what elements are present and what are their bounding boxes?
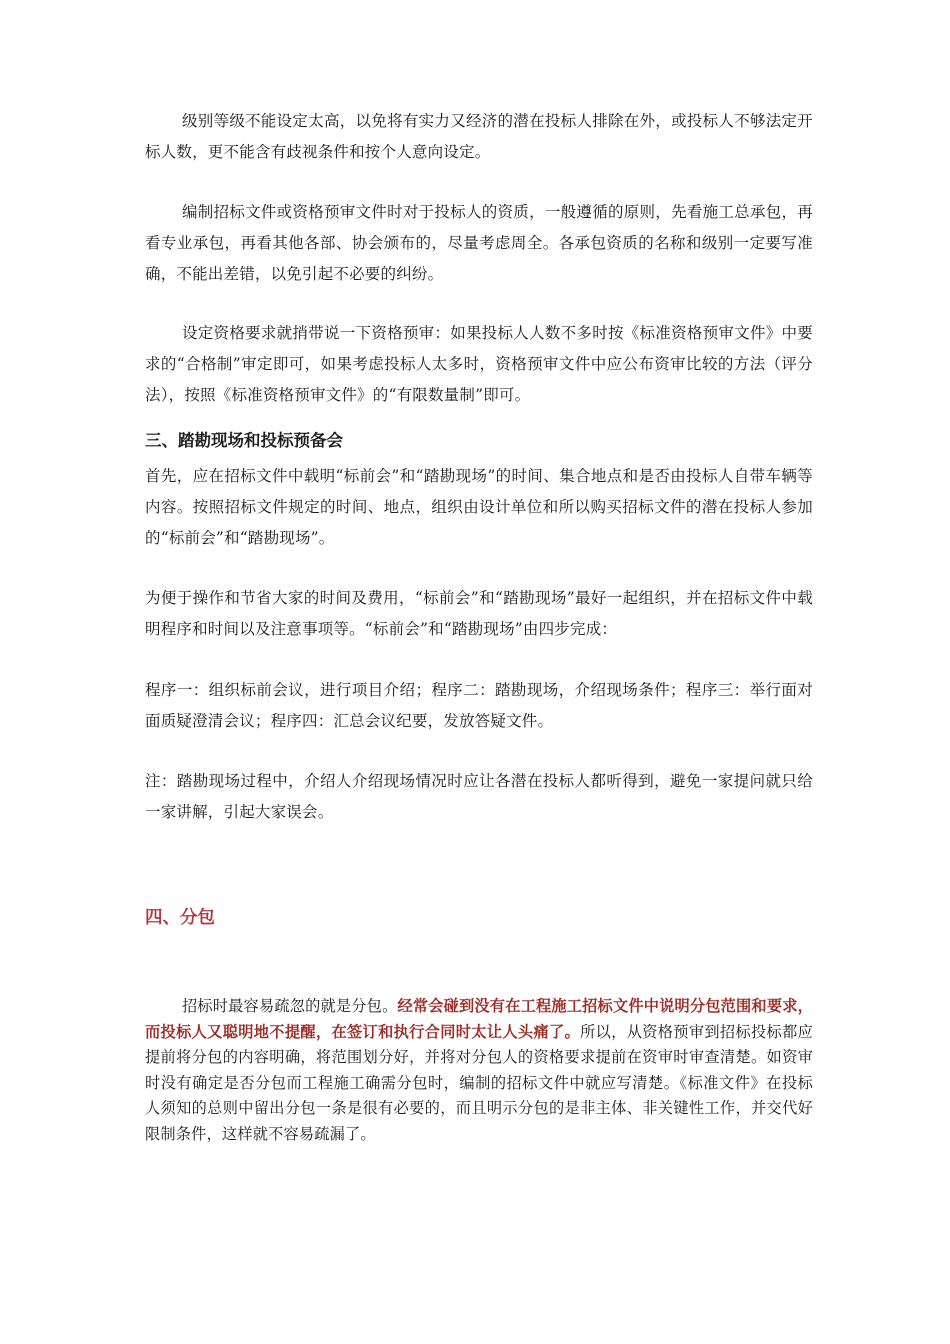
subcontracting-rest-text: 所以，从资格预审到招标投标都应提前将分包的内容明确，将范围划分好，并将对分包人的资格要求提前在资审时审查清楚。如资审时没有确定是否分包而工程施工确需分包时，编制的招标文件中就应写清楚。《标准文件》在投标人须知的总则中留出分包一条是很有必要的，而且明示分包的是非主体、非关键性工作，并交代好限制条件，这样就不容易疏漏了。 [145,1022,814,1143]
paragraph-qualification-principle: 编制招标文件或资格预审文件时对于投标人的资质，一般遵循的原则，先看施工总承包，再看专业承包，再看其他各部、协会颁布的，尽量考虑周全。各承包资质的名称和级别一定要写准确，不能出差错，以免引起不必要的纠纷。 [145,203,813,283]
paragraph-prequalification: 设定资格要求就捎带说一下资格预审：如果投标人人数不多时按《标准资格预审文件》中要求的“合格制”审定即可，如果考虑投标人太多时，资格预审文件中应公布资审比较的方法（评分法），按照《标准资格预审文件》的“有限数量制”即可。 [145,324,813,404]
paragraph-qualification-level: 级别等级不能设定太高，以免将有实力又经济的潜在投标人排除在外，或投标人不够法定开标人数，更不能含有歧视条件和按个人意向设定。 [145,112,813,161]
paragraph-subcontracting [145,994,813,1147]
paragraph-site-visit-organization: 为便于操作和节省大家的时间及费用，“标前会”和“踏勘现场”最好一起组织，并在招标文件中载明程序和时间以及注意事项等。“标前会”和“踏勘现场”由四步完成： [145,589,813,638]
paragraph-site-visit-intro: 首先，应在招标文件中载明“标前会”和“踏勘现场”的时间、集合地点和是否由投标人自带车辆等内容。按照招标文件规定的时间、地点，组织由设计单位和所以购买招标文件的潜在投标人参加的“标前会”和“踏勘现场”。 [145,467,813,547]
paragraph-site-visit-note: 注：踏勘现场过程中，介绍人介绍现场情况时应让各潜在投标人都听得到，避免一家提问就只给一家讲解，引起大家误会。 [145,772,813,821]
section-3-heading: 三、踏勘现场和投标预备会 [145,431,343,450]
paragraph-procedure-steps: 程序一：组织标前会议，进行项目介绍；程序二：踏勘现场，介绍现场条件；程序三：举行面对面质疑澄清会议；程序四：汇总会议纪要，发放答疑文件。 [145,681,813,730]
subcontracting-emphasis-text: 经常会碰到没有在工程施工招标文件中说明分包范围和要求，而投标人又聪明地不提醒，在签订和执行合同时太让人头痛了。 [145,997,813,1041]
section-4-heading: 四、分包 [145,908,215,928]
subcontracting-lead-text: 招标时最容易疏忽的就是分包。 [182,997,398,1015]
